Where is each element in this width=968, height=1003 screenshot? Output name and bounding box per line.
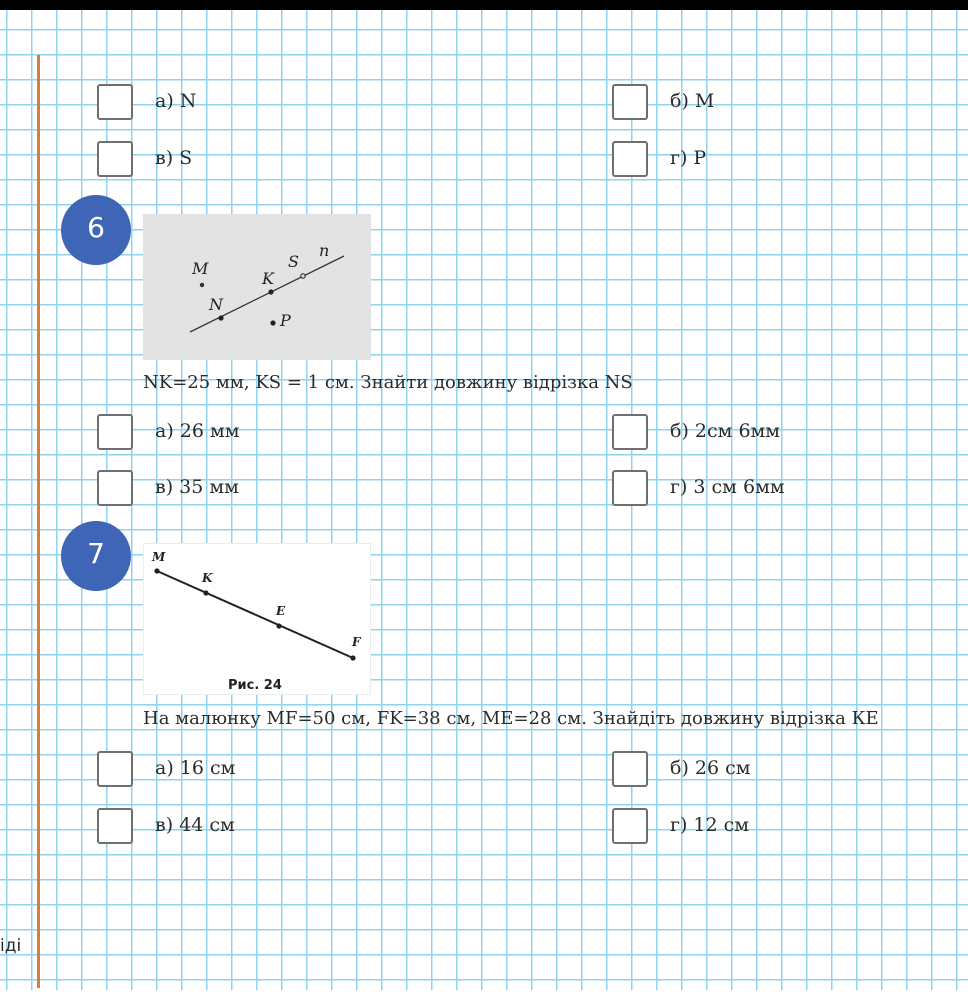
answer-checkbox[interactable]	[97, 808, 133, 844]
answer-checkbox[interactable]	[97, 84, 133, 120]
point-e	[276, 623, 281, 628]
point-m	[200, 283, 204, 287]
answer-checkbox[interactable]	[612, 808, 648, 844]
segment-mf	[157, 571, 353, 658]
label-s: S	[288, 252, 299, 271]
answer-label: б) 26 см	[670, 757, 751, 779]
answer-checkbox[interactable]	[612, 470, 648, 506]
point-k	[268, 289, 273, 294]
point-p	[270, 320, 275, 325]
line-n	[190, 256, 344, 332]
point-s	[301, 274, 305, 278]
point-m	[154, 568, 159, 573]
answer-label: б) 2см 6мм	[670, 420, 781, 442]
label-n-line: n	[319, 241, 330, 260]
answer-checkbox[interactable]	[612, 414, 648, 450]
answer-checkbox[interactable]	[612, 751, 648, 787]
answer-label: б) M	[670, 90, 715, 112]
point-k	[203, 590, 208, 595]
figure-caption: Рис. 24	[228, 678, 282, 693]
top-bar	[0, 0, 968, 10]
bottom-edge	[0, 990, 968, 1003]
answer-label: а) N	[155, 90, 197, 112]
figure-segment-mf	[143, 543, 371, 695]
answer-label: г) 12 см	[670, 814, 750, 836]
answer-label: в) 35 мм	[155, 476, 239, 498]
question-number-badge: 7	[61, 521, 131, 591]
answer-label: в) S	[155, 147, 193, 169]
answer-label: а) 16 см	[155, 757, 236, 779]
label-p: P	[280, 311, 291, 330]
answer-label: в) 44 см	[155, 814, 235, 836]
point-n	[218, 315, 223, 320]
question-number-badge: 6	[61, 195, 131, 265]
label-m: M	[192, 259, 209, 278]
answer-checkbox[interactable]	[612, 141, 648, 177]
answer-checkbox[interactable]	[97, 751, 133, 787]
label-k: K	[202, 571, 213, 585]
answer-label: а) 26 мм	[155, 420, 240, 442]
side-fragment-text: іді	[0, 936, 22, 956]
question-text: NK=25 мм, KS = 1 см. Знайти довжину відрізка NS	[143, 372, 633, 393]
label-n: N	[209, 295, 223, 314]
point-f	[350, 655, 355, 660]
answer-checkbox[interactable]	[612, 84, 648, 120]
answer-checkbox[interactable]	[97, 470, 133, 506]
label-m: M	[152, 550, 166, 564]
label-k: K	[262, 269, 274, 288]
margin-line	[37, 55, 40, 988]
answer-checkbox[interactable]	[97, 414, 133, 450]
answer-label: г) 3 см 6мм	[670, 476, 785, 498]
label-f: F	[352, 635, 361, 649]
label-e: E	[276, 604, 286, 618]
answer-checkbox[interactable]	[97, 141, 133, 177]
answer-label: г) P	[670, 147, 707, 169]
question-text: На малюнку MF=50 см, FK=38 см, ME=28 см. Знайдіть довжину відрізка КЕ	[143, 708, 879, 729]
figure-line-points	[143, 214, 371, 360]
